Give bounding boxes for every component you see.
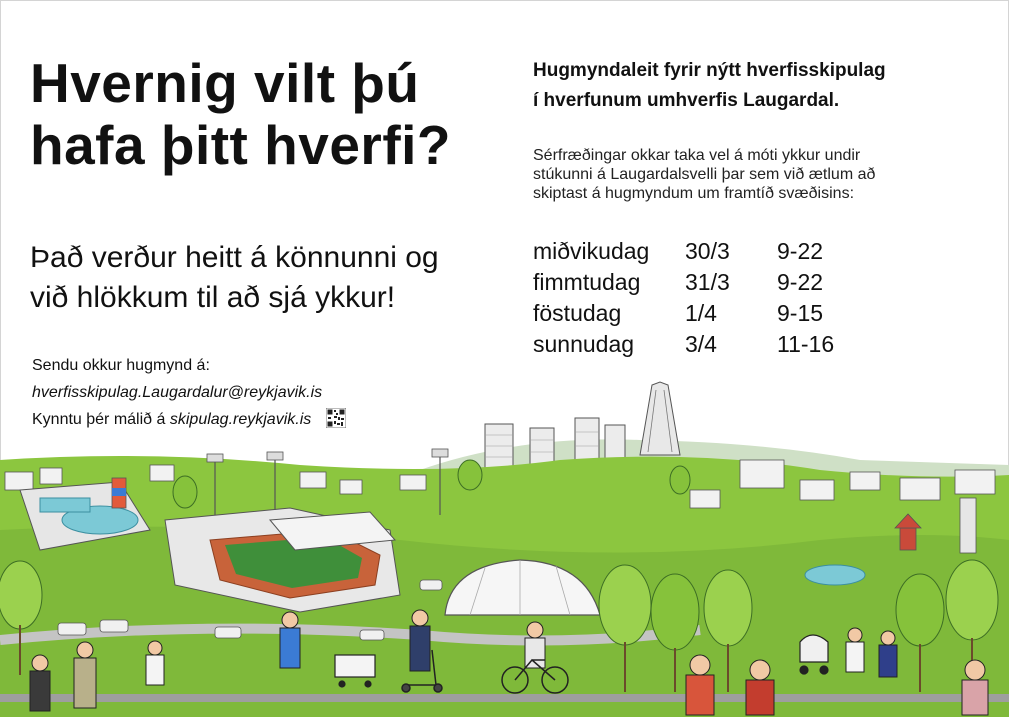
intro-line-2: stúkunni á Laugardalsvelli þar sem við ætlum að — [533, 166, 876, 183]
info-prefix: Kynntu þér málið á — [32, 411, 170, 428]
schedule-date: 30/3 — [685, 238, 730, 264]
intro-line-3: skiptast á hugmyndum um framtíð svæðisins: — [533, 185, 855, 202]
neighbourhood-illustration — [0, 380, 1009, 717]
contact-email-link[interactable]: hverfisskipulag.Laugardalur@reykjavik.is — [32, 384, 323, 401]
schedule-day: föstudag — [533, 300, 622, 326]
church-tower-icon — [640, 382, 680, 455]
schedule-hours: 9-22 — [777, 269, 824, 295]
schedule-row — [533, 236, 834, 267]
title-line-1: Hvernig vilt þú — [30, 52, 420, 114]
schedule-date: 3/4 — [685, 331, 717, 357]
heading-line-2: í hverfunum umhverfis Laugardal. — [533, 90, 840, 111]
schedule-row — [533, 298, 834, 329]
schedule-day: miðvikudag — [533, 238, 650, 264]
schedule-hours: 11-16 — [777, 331, 835, 357]
intro-line-1: Sérfræðingar okkar taka vel á móti ykkur undir — [533, 147, 861, 164]
tagline-line-2: við hlökkum til að sjá ykkur! — [30, 281, 396, 314]
schedule-hours: 9-15 — [777, 300, 824, 326]
schedule-row — [533, 329, 834, 360]
schedule-row — [533, 267, 834, 298]
schedule-day: fimmtudag — [533, 269, 641, 295]
poster-tagline — [30, 238, 500, 318]
intro-text — [533, 146, 973, 203]
schedule-table — [533, 236, 834, 360]
schedule-date: 31/3 — [685, 269, 730, 295]
heading-line-1: Hugmyndaleit fyrir nýtt hverfisskipulag — [533, 60, 886, 81]
title-line-2: hafa þitt hverfi? — [30, 114, 452, 176]
project-heading — [533, 56, 993, 116]
climbing-tower-icon — [960, 498, 976, 553]
schedule-date: 1/4 — [685, 300, 717, 326]
schedule-hours: 9-22 — [777, 238, 824, 264]
tagline-line-1: Það verður heitt á könnunni og — [30, 241, 439, 274]
website-link[interactable]: skipulag.reykjavik.is — [169, 411, 312, 428]
send-label: Sendu okkur hugmynd á: — [32, 357, 210, 374]
outdoor-pool-icon — [805, 565, 865, 585]
schedule-day: sunnudag — [533, 331, 635, 357]
poster-title — [30, 52, 510, 176]
